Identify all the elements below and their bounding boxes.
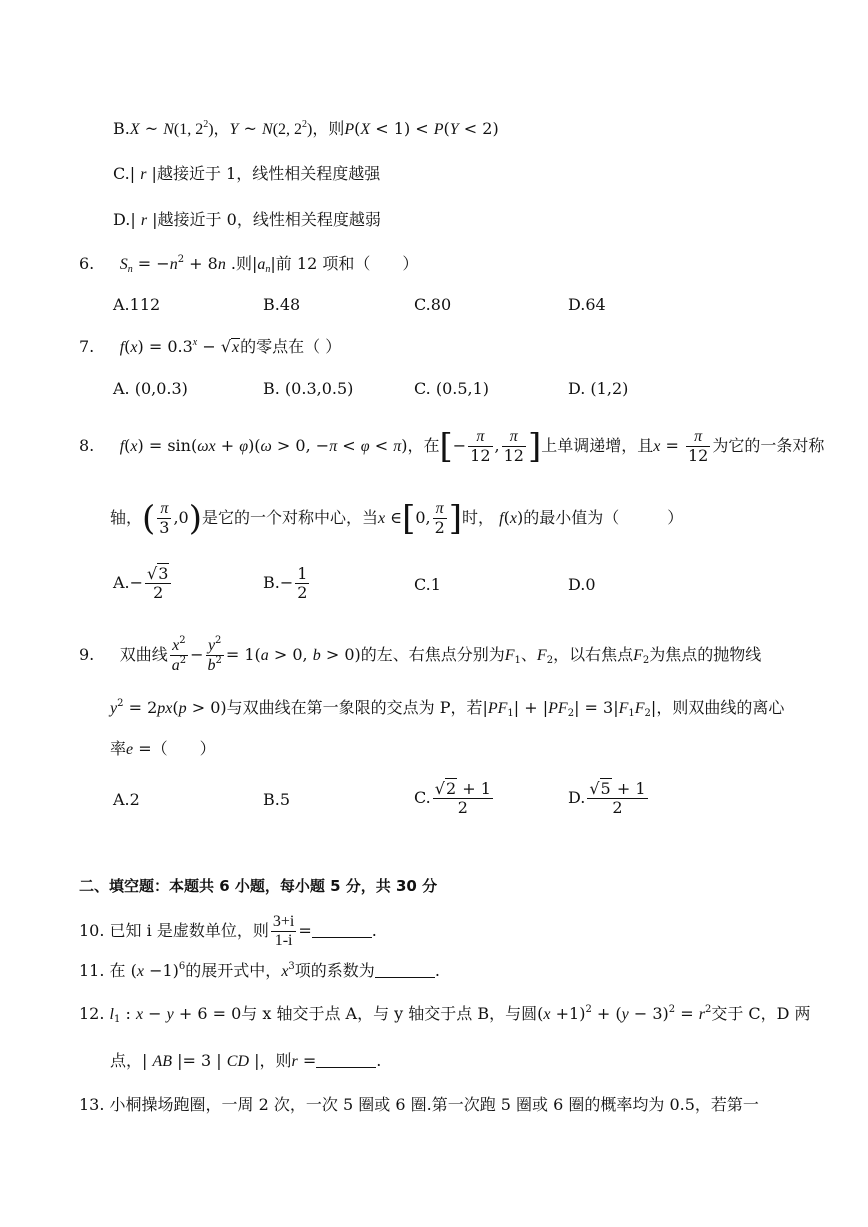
- q5-option-d: D.| r |越接近于 0，线性相关程度越弱: [113, 210, 381, 229]
- q7-option-a: A. (0,0.3): [113, 379, 188, 398]
- q8-stem-line2: 轴，( $\frac{\pi}{3}$ ,0)是它的一个对称中心，当x ∈[0, $\frac{\pi}{2}$ ]时， f(x)的最小值为（ ）: [110, 498, 684, 539]
- q13: 13. 小桐操场跑圈，一周 2 次，一次 5 圈或 6 圈.第一次跑 5 圈或 6 圈的概率均为 0.5，若第一: [79, 1095, 759, 1114]
- q9-option-b: B.5: [263, 790, 291, 809]
- q9-option-d: D. $\frac{√5 + 1}{2}$: [568, 779, 646, 817]
- q8-option-a: A.− $\frac{√3}{2}$: [113, 565, 173, 602]
- q9-stem-line1: 9. 双曲线 $\frac{x^2}{a^2}$ − $\frac{y^2}{b^2}$ = 1(a > 0, b > 0)的左、右焦点分别为$F_1$、$F_2$，以右焦点$F_2$为焦点的抛物线: [79, 635, 762, 674]
- q5-option-b: B.X ~ N(1, $2^2$)，Y ~ N(2, $2^2$)，则P(X < 1) < P(Y < 2): [113, 119, 499, 138]
- q6-stem: 6. $S_n = -n^2 + 8n$ .则$|a_n|$前 12 项和（ ）: [79, 254, 419, 275]
- q7-option-c: C. (0.5,1): [414, 379, 490, 398]
- q6-option-a: A.112: [113, 295, 161, 314]
- q9-stem-line3: 率e =（ ）: [110, 739, 216, 758]
- q8-option-b: B.− $\frac{1}{2}$: [263, 564, 308, 602]
- q7-option-d: D. (1,2): [568, 379, 629, 398]
- q11: 11. 在 $(x -1)^6$的展开式中，$x^3$项的系数为 .: [79, 961, 440, 980]
- section-heading: 二、填空题：本题共 6 小题，每小题 5 分，共 30 分: [79, 877, 438, 895]
- q12-line2: 点，| AB |= 3 | CD |，则r = .: [110, 1051, 382, 1070]
- q12-line1: 12. $l_1$ : x − y + 6 = 0与 x 轴交于点 A，与 y 轴交于点 B，与圆$(x +1)^2 + (y - 3)^2 = r^2$交于 C，D 两: [79, 1004, 811, 1025]
- q6-option-b: B.48: [263, 295, 301, 314]
- q6-option-c: C.80: [414, 295, 452, 314]
- q8-stem-line1: 8. f(x) = sin(ωx + φ)(ω > 0, −π < φ < π)，在[− $\frac{\pi}{12}$ , $\frac{\pi}{12}$ ]上单调递增，且x = $\frac{\pi}{12}$ 为它的一条对称: [79, 426, 825, 467]
- q5-option-c: C.| r |越接近于 1，线性相关程度越强: [113, 164, 381, 183]
- q9-option-a: A.2: [113, 790, 140, 809]
- q7-option-b: B. (0.3,0.5): [263, 379, 354, 398]
- q8-option-c: C.1: [414, 575, 441, 594]
- q8-option-d: D.0: [568, 575, 596, 594]
- q7-stem: 7. $f(x) = 0.3^x - √x$的零点在（ ）: [79, 337, 342, 356]
- q9-option-c: C. $\frac{√2 + 1}{2}$: [414, 779, 491, 817]
- q6-option-d: D.64: [568, 295, 606, 314]
- q10: 10. 已知 i 是虚数单位，则 $\frac{3+i}{1-i}$ = .: [79, 913, 377, 949]
- q9-stem-line2: $y^2 = 2px(p > 0)$与双曲线在第一象限的交点为 P，若$|PF_1| + |PF_2| = 3|F_1F_2|$，则双曲线的离心: [110, 698, 785, 719]
